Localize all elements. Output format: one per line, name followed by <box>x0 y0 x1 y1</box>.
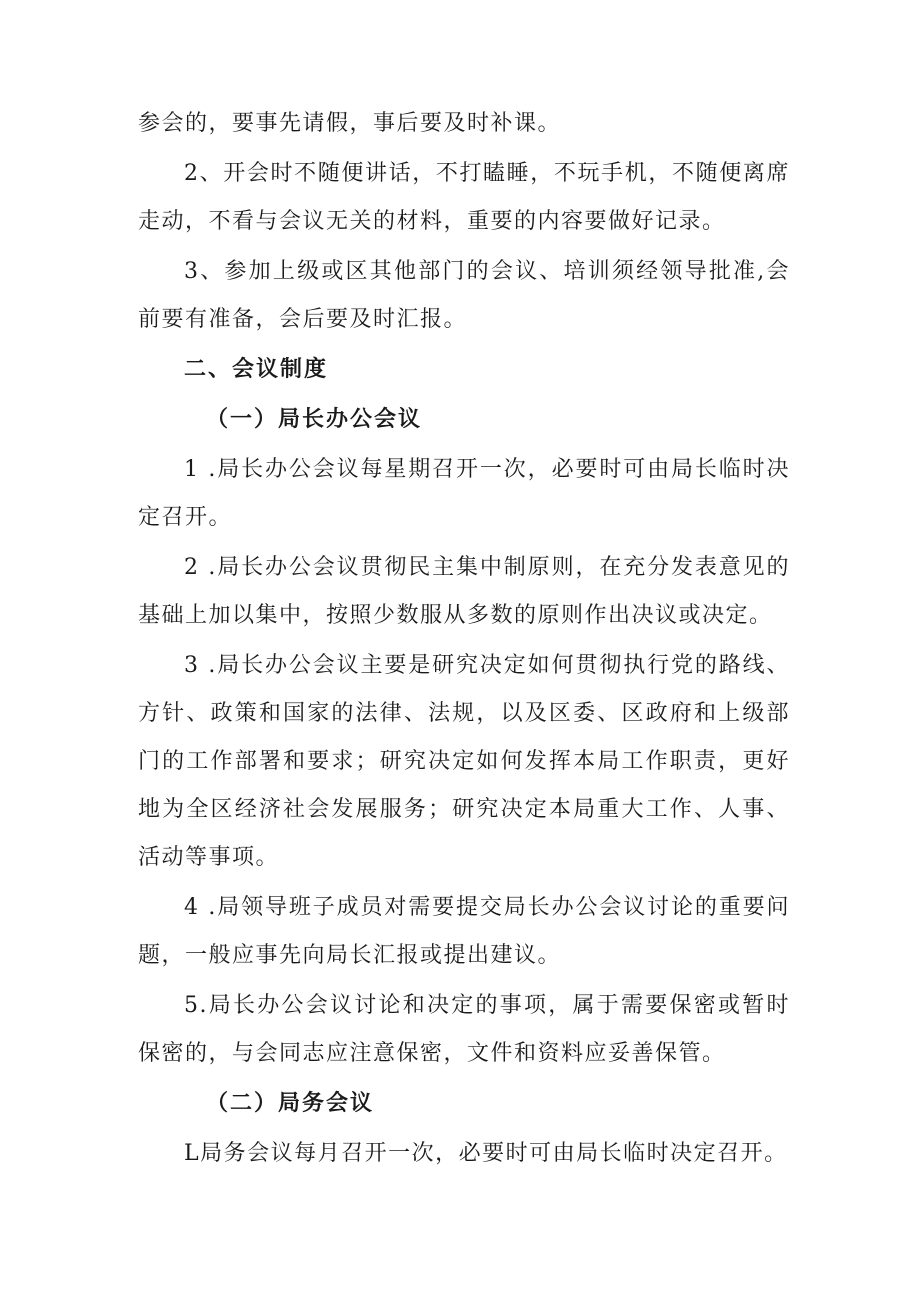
paragraph-continuation: 参会的，要事先请假，事后要及时补课。 <box>138 111 562 136</box>
subsection-heading-director-office-meeting: （一）局长办公会议 <box>206 407 423 432</box>
paragraph-item-3: 3、参加上级或区其他部门的会议、培训须经领导批准,会前要有准备，会后要及时汇报。 <box>138 259 790 332</box>
paragraph-rule-1: 1 .局长办公会议每星期召开一次，必要时可由局长临时决定召开。 <box>138 457 790 530</box>
document-body <box>138 100 790 1178</box>
paragraph-rule-3: 3 .局长办公会议主要是研究决定如何贯彻执行党的路线、方针、政策和国家的法律、法规，以及区委、区政府和上级部门的工作部署和要求；研究决定如何发挥本局工作职责，更好地为全区经济社会发展服务；研究决定本局重大工作、人事、活动等事项。 <box>138 653 790 870</box>
paragraph-bureau-rule-1: L局务会议每月召开一次，必要时可由局长临时决定召开。 <box>184 1141 788 1166</box>
paragraph-rule-5: 5.局长办公会议讨论和决定的事项，属于需要保密或暂时保密的，与会同志应注意保密，文件和资料应妥善保管。 <box>138 993 790 1066</box>
paragraph-rule-4: 4 .局领导班子成员对需要提交局长办公会议讨论的重要问题，一般应事先向局长汇报或提出建议。 <box>138 895 790 968</box>
section-heading-meeting-system: 二、会议制度 <box>184 357 329 382</box>
paragraph-rule-2: 2 .局长办公会议贯彻民主集中制原则，在充分发表意见的基础上加以集中，按照少数服从多数的原则作出决议或决定。 <box>138 555 790 628</box>
paragraph-item-2: 2、开会时不随便讲话，不打瞌睡，不玩手机，不随便离席走动，不看与会议无关的材料，重要的内容要做好记录。 <box>138 161 790 234</box>
subsection-heading-bureau-affairs-meeting: （二）局务会议 <box>206 1091 375 1116</box>
